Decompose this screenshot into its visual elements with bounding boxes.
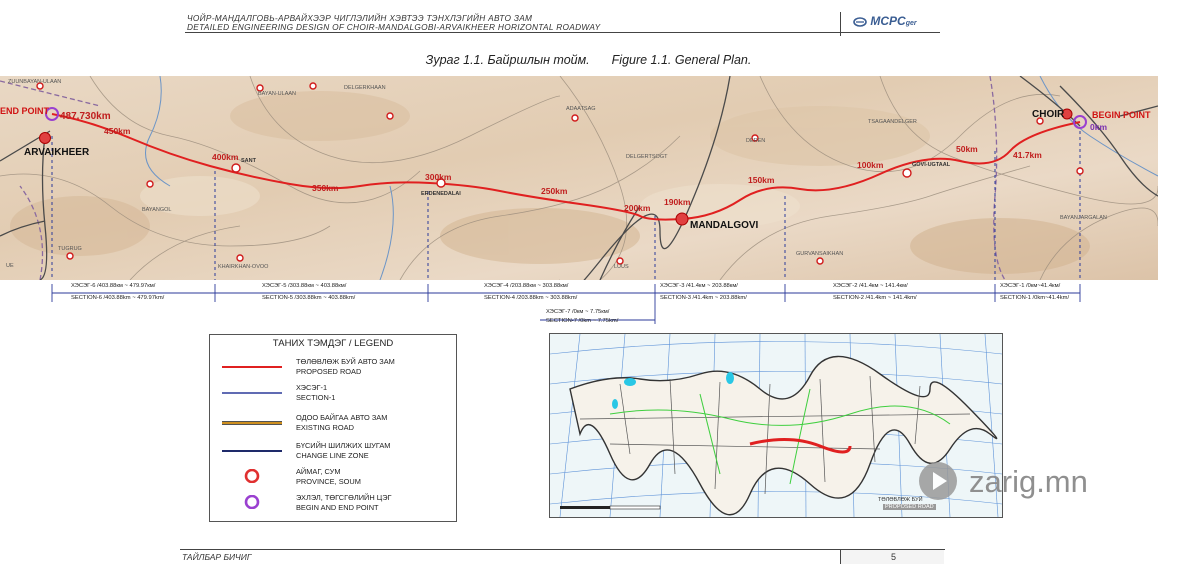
section-1-en: SECTION-1 /0km~41.4km/: [1000, 295, 1070, 301]
legend-item-change-line: [210, 439, 456, 463]
town-sant: SANT: [241, 158, 256, 164]
section-6-mn: ХЭСЭГ-6 /403.88км ~ 479.97км/: [71, 283, 156, 289]
km-50: 50km: [956, 144, 978, 154]
section-4-en: SECTION-4 /203.88km ~ 303.88km/: [484, 295, 578, 301]
legend-item-province: [210, 465, 456, 489]
end-point-label: END POINT: [0, 106, 50, 116]
section-3-en: SECTION-3 /41.4km ~ 203.88km/: [660, 295, 747, 301]
legend-item-begin-end: [210, 491, 456, 515]
legend-item-existing-road: [210, 411, 456, 435]
place-luus: LUUS: [614, 264, 629, 270]
section-4-mn: ХЭСЭГ-4 /203.88км ~ 303.88км/: [484, 283, 569, 289]
header-title-mn: ЧОЙР-МАНДАЛГОВЬ-АРВАЙХЭЭР ЧИГЛЭЛИЙН ХЭВТЭЭ ТЭНХЛЭГИЙН АВТО ЗАМ: [187, 13, 533, 23]
km-250: 250km: [541, 186, 568, 196]
place-delgertsogt: DELGERTSOGT: [626, 154, 668, 160]
figure-caption: [0, 53, 1177, 67]
play-icon: [919, 462, 957, 500]
km-300: 300km: [425, 172, 452, 182]
place-tugrug: TUGRUG: [58, 246, 82, 252]
legend-item-proposed-road: [210, 355, 456, 379]
km-400: 400km: [212, 152, 239, 162]
route-map: [0, 76, 1158, 280]
scale-bar: [560, 506, 660, 509]
legend-label-en: EXISTING ROAD: [296, 423, 354, 432]
logo-text: MCPC: [870, 14, 906, 28]
place-delgerkhaan: DELGERKHAAN: [344, 85, 386, 91]
place-gurvansaikhan: GURVANSAIKHAN: [796, 251, 844, 257]
km-100: 100km: [857, 160, 884, 170]
legend-label-en: SECTION-1: [296, 393, 336, 402]
town-erdenedalai: ERDENEDALAI: [421, 191, 461, 197]
legend-label-mn: ОДОО БАЙГАА АВТО ЗАМ: [296, 413, 388, 422]
legend-label-en: BEGIN AND END POINT: [296, 503, 379, 512]
place-deren: DEREN: [746, 138, 766, 144]
place-ue: UE: [6, 263, 14, 269]
km-150: 150km: [748, 175, 775, 185]
section-2-en: SECTION-2 /41.4km ~ 141.4km/: [833, 295, 917, 301]
section-symbol: [222, 388, 282, 398]
legend-label-en: PROPOSED ROAD: [296, 367, 362, 376]
watermark: [915, 459, 1135, 501]
inset-label-mn: ТӨЛӨВЛӨЖ БУЙ: [878, 497, 923, 503]
place-bayan-ulaan: BAYAN-ULAAN: [258, 91, 297, 97]
legend-label-mn: ТӨЛӨВЛӨЖ БУЙ АВТО ЗАМ: [296, 357, 395, 366]
km-200: 200km: [624, 203, 651, 213]
section-5-mn: ХЭСЭГ-5 /303.88км ~ 403.88км/: [262, 283, 347, 289]
place-adaatsag: ADAATSAG: [566, 106, 596, 112]
section-5-en: SECTION-5 /303.88km ~ 403.88km/: [262, 295, 356, 301]
caption-en: Figure 1.1. General Plan.: [611, 53, 752, 67]
document-footer: [180, 549, 945, 564]
legend-item-section: [210, 381, 456, 405]
city-mandalgovi: MANDALGOVI: [690, 220, 759, 231]
caption-mn: Зураг 1.1. Байршлын тойм.: [425, 53, 590, 67]
km-41: 41.7km: [1013, 150, 1042, 160]
km-190: 190km: [664, 197, 691, 207]
logo-icon: [853, 17, 867, 27]
km-450: 450km: [104, 126, 131, 136]
town-govi-ugtaal: GOVI-UGTAAL: [912, 162, 951, 168]
inset-label-en: PROPOSED ROAD: [885, 504, 934, 510]
legend-label-mn: ЭХЛЭЛ, ТӨГСГӨЛИЙН ЦЭГ: [296, 493, 392, 502]
place-zuunbayan: ZUUNBAYAN-ULAAN: [8, 79, 62, 85]
km-350: 350km: [312, 183, 339, 193]
section-1-mn: ХЭСЭГ-1 /0км~41.4км/: [1000, 283, 1061, 289]
document-header: [185, 12, 940, 33]
legend-label-en: CHANGE LINE ZONE: [296, 451, 369, 460]
legend-label-en: PROVINCE, SOUM: [296, 477, 361, 486]
place-bayangol: BAYANGOL: [142, 207, 172, 213]
company-logo: [853, 14, 917, 28]
province-symbol: [222, 469, 282, 483]
legend-label-mn: АЙМАГ, СУМ: [296, 467, 341, 476]
section-7-en: SECTION-7 /0km ~ 7.75km/: [546, 318, 619, 324]
legend-title: ТАНИХ ТЭМДЭГ / LEGEND: [272, 338, 394, 349]
begin-point-label: BEGIN POINT: [1092, 110, 1151, 120]
begin-end-symbol: [222, 495, 282, 509]
km-0: 0km: [1090, 122, 1108, 132]
logo-subtext: ger: [905, 20, 917, 27]
section-2-mn: ХЭСЭГ-2 /41.4км ~ 141.4км/: [833, 283, 908, 289]
watermark-text: zarig.mn: [969, 464, 1088, 499]
page-number: 5: [891, 552, 897, 562]
header-divider: [840, 12, 841, 36]
section-3-mn: ХЭСЭГ-3 /41.4км ~ 203.88км/: [660, 283, 738, 289]
km-487: 487.730km: [60, 111, 111, 122]
proposed-road-symbol: [222, 362, 282, 372]
section-7-mn: ХЭСЭГ-7 /0км ~ 7.75км/: [546, 309, 610, 315]
place-khairkhan: KHAIRKHAN-OVOO: [218, 264, 269, 270]
city-arvaikheer: ARVAIKHEER: [24, 147, 90, 158]
change-line-symbol: [222, 446, 282, 456]
existing-road-symbol: [222, 418, 282, 428]
city-choir: CHOIR: [1032, 109, 1065, 120]
legend-label-mn: ХЭСЭГ-1: [296, 383, 328, 392]
section-6-en: SECTION-6 /403.88km ~ 479.97km/: [71, 295, 165, 301]
map-legend: [209, 334, 457, 522]
footer-title: ТАЙЛБАР БИЧИГ: [182, 552, 252, 562]
header-title-en: DETAILED ENGINEERING DESIGN OF CHOIR-MANDALGOBI-ARVAIKHEER HORIZONTAL ROADWAY: [187, 22, 601, 32]
place-tsagaandelger: TSAGAANDELGER: [868, 119, 917, 125]
legend-label-mn: БҮСИЙН ШИЛЖИХ ШУГАМ: [296, 441, 391, 450]
place-bayanjargalan: BAYANJARGALAN: [1060, 215, 1107, 221]
